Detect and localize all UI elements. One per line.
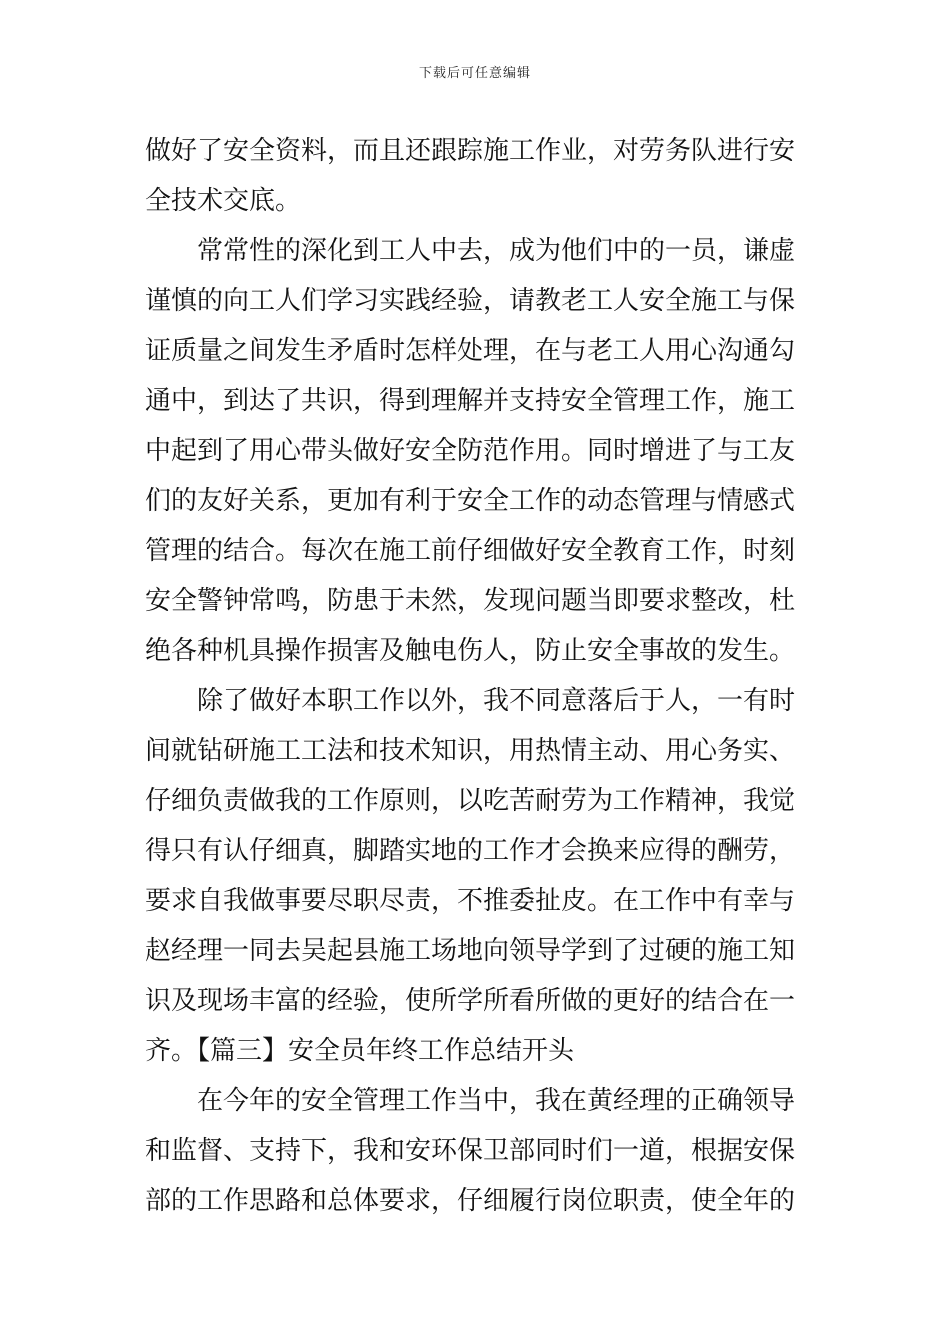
- text-line: 做好了安全资料，而且还跟踪施工作业，对劳务队进行安: [145, 136, 796, 166]
- text-line: 谨慎的向工人们学习实践经验，请教老工人安全施工与保: [145, 286, 796, 316]
- text-line: 在今年的安全管理工作当中，我在黄经理的正确领导: [197, 1086, 796, 1116]
- text-line: 得只有认仔细真，脚踏实地的工作才会换来应得的酬劳，: [145, 836, 796, 866]
- text-line: 管理的结合。每次在施工前仔细做好安全教育工作，时刻: [145, 536, 796, 566]
- text-line: 要求自我做事要尽职尽责，不推委扯皮。在工作中有幸与: [145, 886, 796, 916]
- text-line: 常常性的深化到工人中去，成为他们中的一员，谦虚: [197, 236, 796, 266]
- text-line: 赵经理一同去吴起县施工场地向领导学到了过硬的施工知: [145, 936, 796, 966]
- text-line: 们的友好关系，更加有利于安全工作的动态管理与情感式: [145, 486, 796, 516]
- text-line: 仔细负责做我的工作原则，以吃苦耐劳为工作精神，我觉: [145, 786, 796, 816]
- page-header: 下载后可任意编辑: [418, 66, 531, 81]
- text-line: 证质量之间发生矛盾时怎样处理，在与老工人用心沟通勾: [145, 336, 796, 366]
- text-line: 全技术交底。: [145, 186, 302, 216]
- text-line: 通中，到达了共识，得到理解并支持安全管理工作，施工: [145, 386, 796, 416]
- text-line: 齐。【篇三】安全员年终工作总结开头: [145, 1036, 575, 1066]
- text-line: 间就钻研施工工法和技术知识，用热情主动、用心务实、: [145, 736, 796, 766]
- text-line: 除了做好本职工作以外，我不同意落后于人，一有时: [197, 686, 796, 716]
- text-line: 安全警钟常鸣，防患于未然，发现问题当即要求整改，杜: [145, 586, 796, 616]
- text-line: 识及现场丰富的经验，使所学所看所做的更好的结合在一: [145, 986, 796, 1016]
- document-body: [145, 126, 810, 1226]
- text-line: 和监督、支持下，我和安环保卫部同时们一道，根据安保: [145, 1136, 796, 1166]
- text-line: 绝各种机具操作损害及触电伤人，防止安全事故的发生。: [145, 636, 796, 666]
- text-line: 部的工作思路和总体要求，仔细履行岗位职责，使全年的: [145, 1186, 796, 1216]
- text-line: 中起到了用心带头做好安全防范作用。同时增进了与工友: [145, 436, 796, 466]
